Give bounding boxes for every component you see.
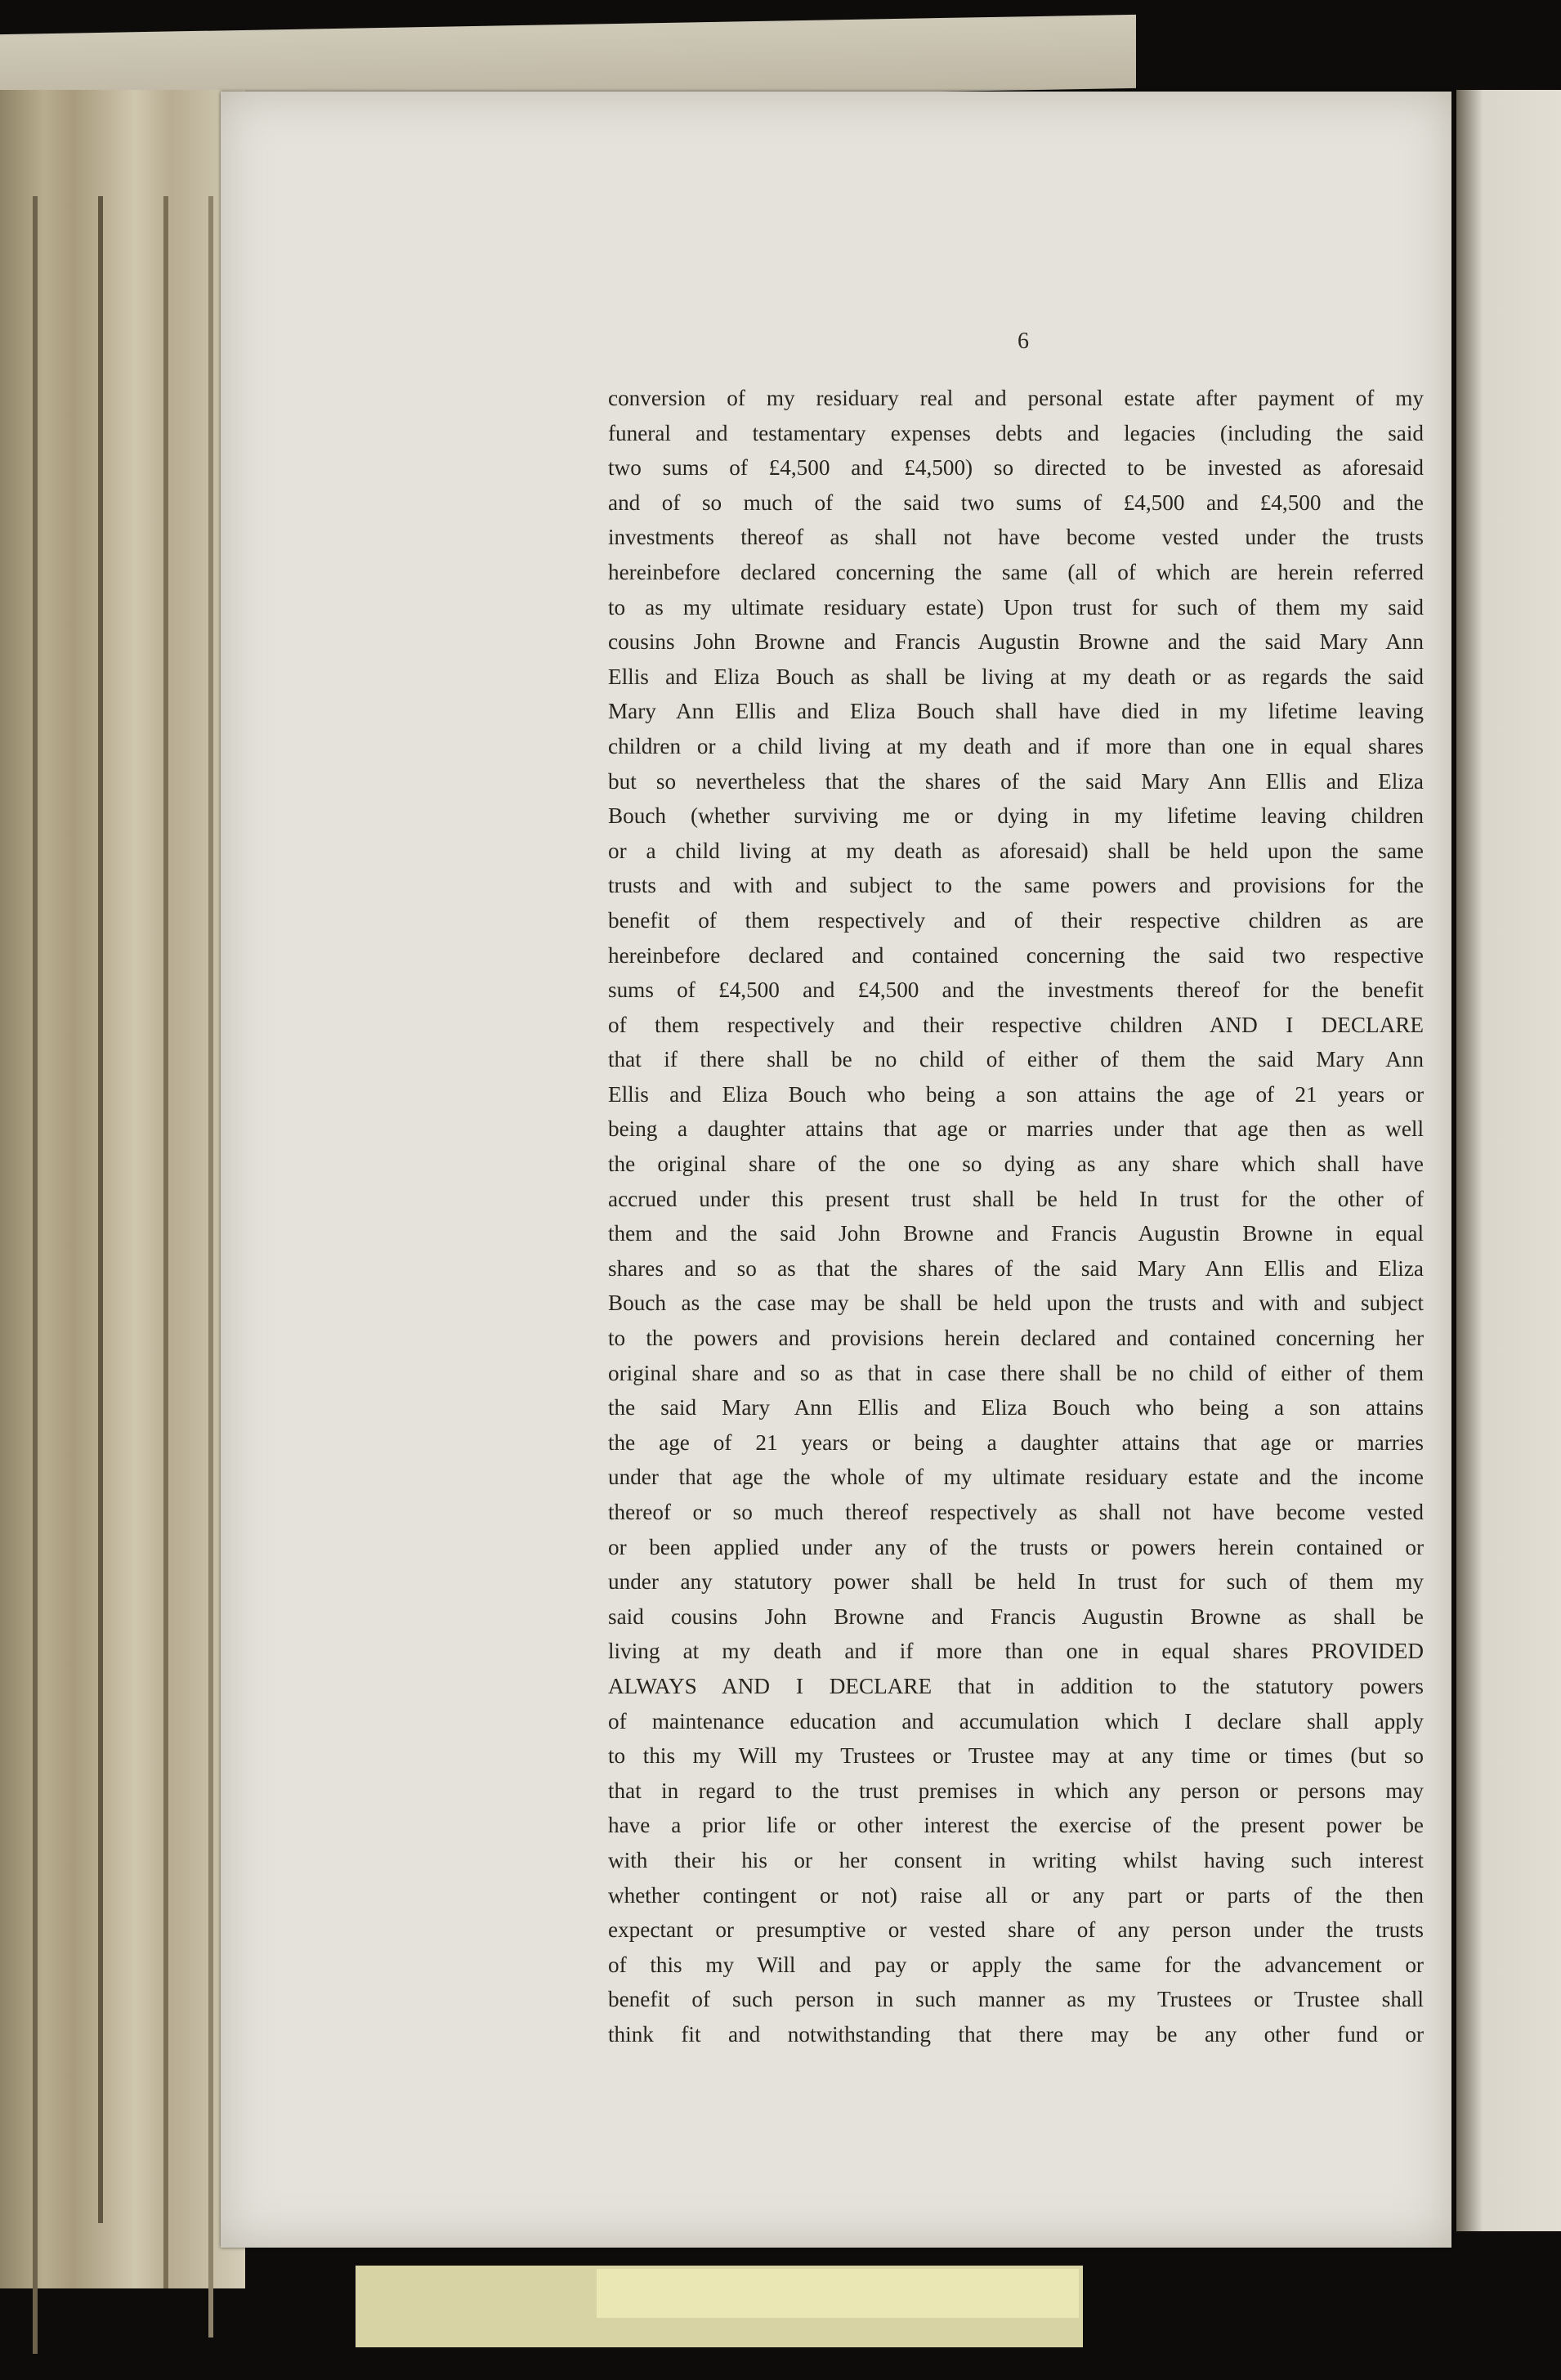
text-line: conversion of my residuary real and personal estate after payment of my bbox=[608, 386, 1424, 410]
text-line: Ellis and Eliza Bouch who being a son attains the age of 21 years or bbox=[608, 1081, 1424, 1107]
right-page-edge bbox=[1456, 90, 1561, 2231]
text-line: them and the said John Browne and Francis Augustin Browne in equal bbox=[608, 1221, 1424, 1246]
text-line: sums of £4,500 and £4,500 and the investments thereof for the benefit bbox=[608, 978, 1424, 1003]
text-line: of them respectively and their respective children AND I DECLARE bbox=[608, 1012, 1424, 1037]
text-line: cousins John Browne and Francis Augustin Browne and the said Mary Ann bbox=[608, 629, 1424, 655]
text-line: benefit of such person in such manner as my Trustees or Trustee shall bbox=[608, 1987, 1424, 2012]
text-line: to this my Will my Trustees or Trustee may at any time or times (but so bbox=[608, 1743, 1424, 1769]
text-line: whether contingent or not) raise all or any part or parts of the then bbox=[608, 1882, 1424, 1908]
text-line: that if there shall be no child of either of them the said Mary Ann bbox=[608, 1047, 1424, 1072]
text-line: have a prior life or other interest the exercise of the present power be bbox=[608, 1813, 1424, 1838]
left-page-stack bbox=[0, 90, 245, 2288]
text-line: original share and so as that in case there shall be no child of either of them bbox=[608, 1360, 1424, 1385]
text-line: of this my Will and pay or apply the same for the advancement or bbox=[608, 1952, 1424, 1977]
text-line: two sums of £4,500 and £4,500) so directed to be invested as aforesaid bbox=[608, 455, 1424, 481]
text-line: children or a child living at my death and if more than one in equal shares bbox=[608, 733, 1424, 758]
text-line: being a daughter attains that age or marries under that age then as well bbox=[608, 1116, 1424, 1142]
text-line: think fit and notwithstanding that there may be any other fund or bbox=[608, 2021, 1424, 2047]
page-number: 6 bbox=[1018, 329, 1029, 354]
text-line: under that age the whole of my ultimate residuary estate and the income bbox=[608, 1465, 1424, 1490]
text-line: of maintenance education and accumulation which I declare shall apply bbox=[608, 1708, 1424, 1734]
text-line: under any statutory power shall be held In trust for such of them my bbox=[608, 1569, 1424, 1595]
text-line: or a child living at my death as aforesaid) shall be held upon the same bbox=[608, 838, 1424, 863]
text-line: said cousins John Browne and Francis Augustin Browne as shall be bbox=[608, 1604, 1424, 1629]
text-line: with their his or her consent in writing whilst having such interest bbox=[608, 1847, 1424, 1872]
text-line: trusts and with and subject to the same powers and provisions for the bbox=[608, 873, 1424, 898]
text-line: that in regard to the trust premises in which any person or persons may bbox=[608, 1778, 1424, 1803]
text-line: Bouch as the case may be shall be held upon the trusts and with and subject bbox=[608, 1291, 1424, 1316]
text-line: benefit of them respectively and of their respective children as are bbox=[608, 907, 1424, 933]
text-line: the original share of the one so dying as any share which shall have bbox=[608, 1152, 1424, 1177]
text-line: investments thereof as shall not have become vested under the trusts bbox=[608, 525, 1424, 550]
text-line: and of so much of the said two sums of £4,500 and £4,500 and the bbox=[608, 490, 1424, 515]
text-line: Ellis and Eliza Bouch as shall be living at my death or as regards the said bbox=[608, 664, 1424, 689]
page-edge bbox=[98, 196, 103, 2223]
text-line: to the powers and provisions herein declared and contained concerning her bbox=[608, 1326, 1424, 1351]
text-line: Bouch (whether surviving me or dying in my lifetime leaving children bbox=[608, 803, 1424, 829]
body-text bbox=[608, 381, 1424, 2052]
text-line: shares and so as that the shares of the said Mary Ann Ellis and Eliza bbox=[608, 1255, 1424, 1281]
text-line: living at my death and if more than one in equal shares PROVIDED bbox=[608, 1639, 1424, 1664]
text-line: hereinbefore declared concerning the same (all of which are herein referred bbox=[608, 559, 1424, 584]
page-edge bbox=[163, 196, 168, 2288]
text-line: the age of 21 years or being a daughter attains that age or marries bbox=[608, 1429, 1424, 1455]
text-line: accrued under this present trust shall be held In trust for the other of bbox=[608, 1186, 1424, 1211]
text-line: or been applied under any of the trusts or powers herein contained or bbox=[608, 1534, 1424, 1559]
text-line: to as my ultimate residuary estate) Upon trust for such of them my said bbox=[608, 594, 1424, 620]
text-line: hereinbefore declared and contained concerning the said two respective bbox=[608, 942, 1424, 968]
text-line: expectant or presumptive or vested share of any person under the trusts bbox=[608, 1917, 1424, 1943]
text-line: thereof or so much thereof respectively as shall not have become vested bbox=[608, 1500, 1424, 1524]
page-edge bbox=[33, 196, 38, 2354]
text-line: but so nevertheless that the shares of the said Mary Ann Ellis and Eliza bbox=[608, 768, 1424, 794]
text-line: the said Mary Ann Ellis and Eliza Bouch who being a son attains bbox=[608, 1395, 1424, 1420]
paper-tab-highlight bbox=[597, 2269, 1079, 2318]
text-line: funeral and testamentary expenses debts and legacies (including the said bbox=[608, 420, 1424, 445]
text-line: ALWAYS AND I DECLARE that in addition to the statutory powers bbox=[608, 1673, 1424, 1698]
text-line: Mary Ann Ellis and Eliza Bouch shall have died in my lifetime leaving bbox=[608, 699, 1424, 724]
page-edge bbox=[208, 196, 213, 2338]
